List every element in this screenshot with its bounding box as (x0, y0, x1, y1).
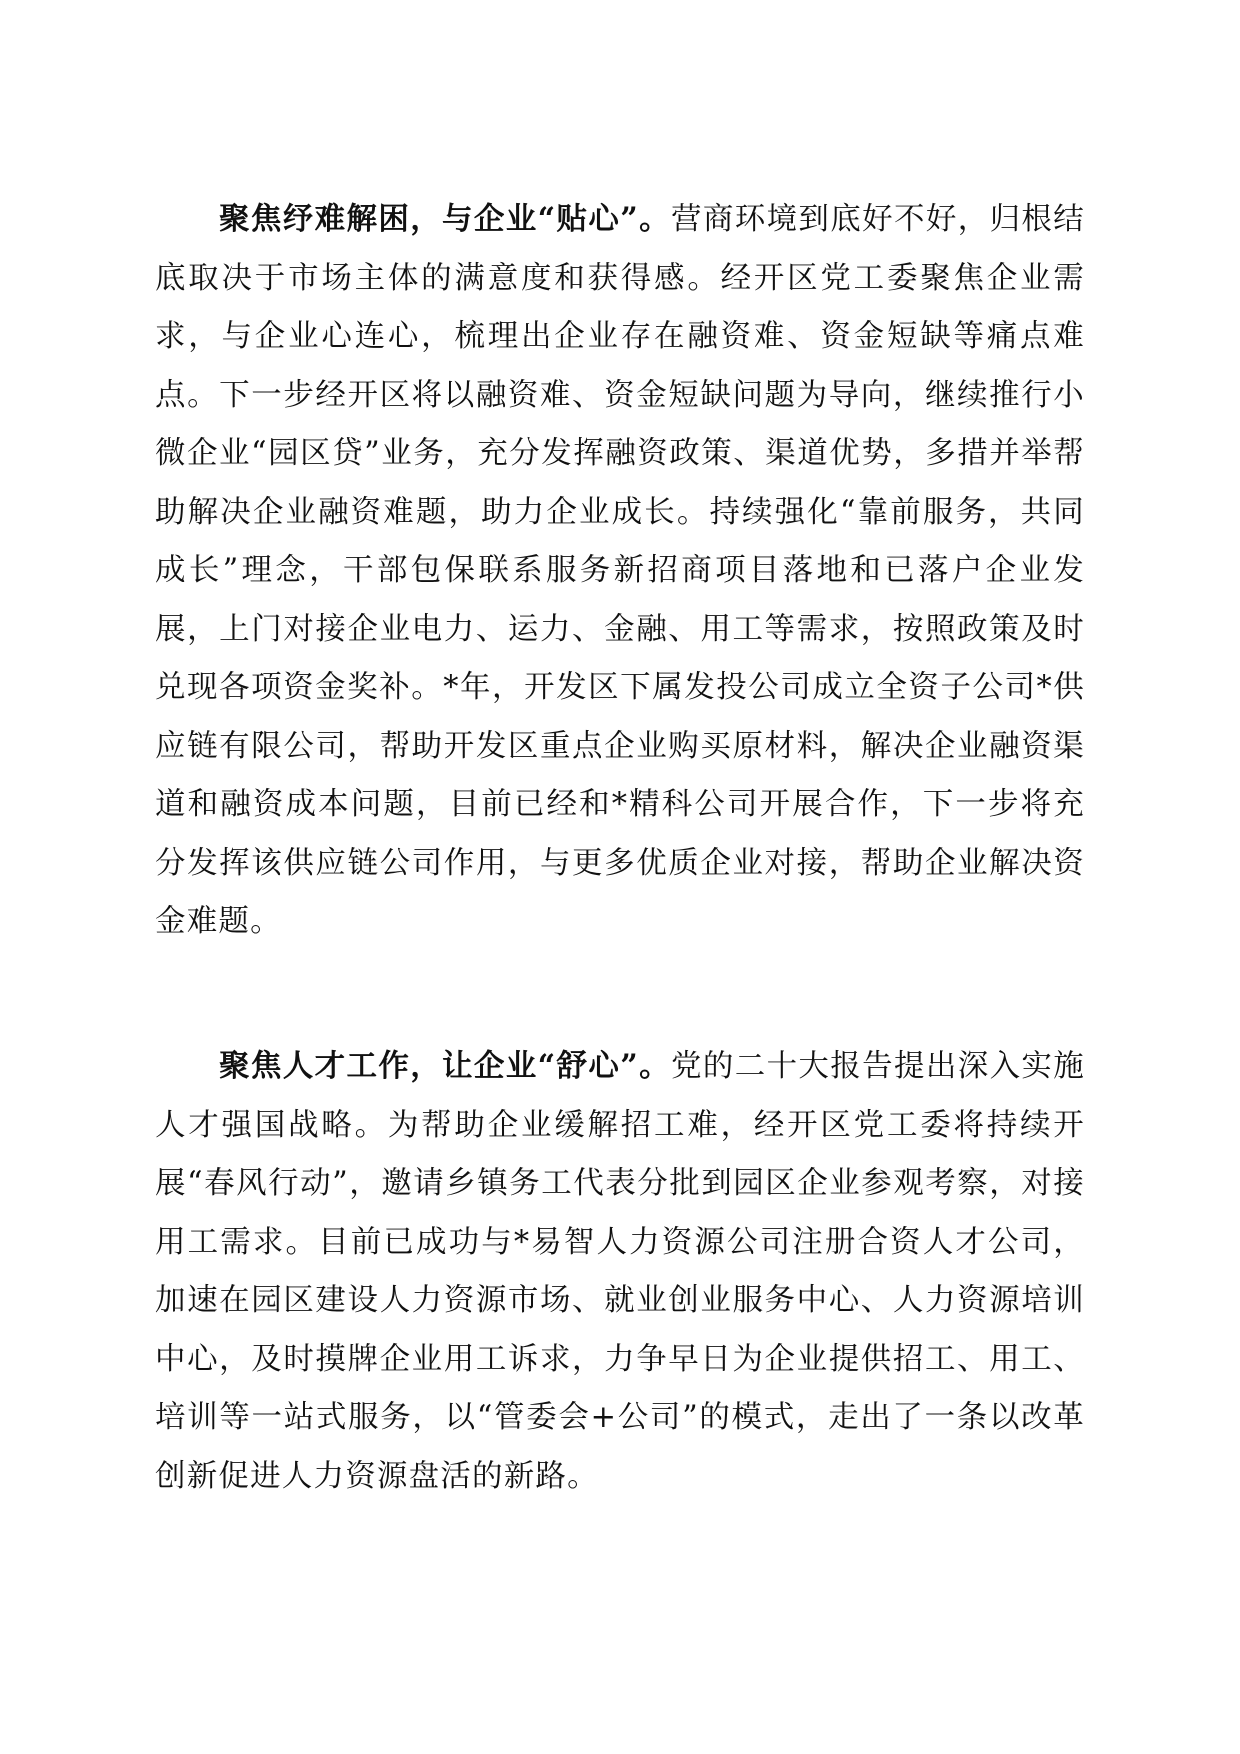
paragraph-heading: 聚焦纾难解困，与企业“贴心”。 (219, 201, 671, 237)
paragraph-heading: 聚焦人才工作，让企业“舒心”。 (219, 1048, 671, 1084)
paragraph-body: 党的二十大报告提出深入实施人才强国战略。为帮助企业缓解招工难，经开区党工委将持续开展“春风行动”，邀请乡镇务工代表分批到园区企业参观考察，对接用工需求。目前已成功与*易智人力资源公司注册合资人才公司，加速在园区建设人力资源市场、就业创业服务中心、人力资源培训中心，及时摸牌企业用工诉求，力争早日为企业提供招工、用工、培训等一站式服务，以“管委会+公司”的模式，走出了一条以改革创新促进人力资源盘活的新路。 (155, 1049, 1085, 1494)
paragraph-talent (155, 1037, 1085, 1506)
paragraph-body: 营商环境到底好不好，归根结底取决于市场主体的满意度和获得感。经开区党工委聚焦企业需求，与企业心连心，梳理出企业存在融资难、资金短缺等痛点难点。下一步经开区将以融资难、资金短缺问题为导向，继续推行小微企业“园区贷”业务，充分发挥融资政策、渠道优势，多措并举帮助解决企业融资难题，助力企业成长。持续强化“靠前服务，共同成长”理念，干部包保联系服务新招商项目落地和已落户企业发展，上门对接企业电力、运力、金融、用工等需求，按照政策及时兑现各项资金奖补。*年，开发区下属发投公司成立全资子公司*供应链有限公司，帮助开发区重点企业购买原材料，解决企业融资渠道和融资成本问题，目前已经和*精科公司开展合作，下一步将充分发挥该供应链公司作用，与更多优质企业对接，帮助企业解决资金难题。 (155, 202, 1085, 939)
paragraph-financing (155, 190, 1085, 952)
